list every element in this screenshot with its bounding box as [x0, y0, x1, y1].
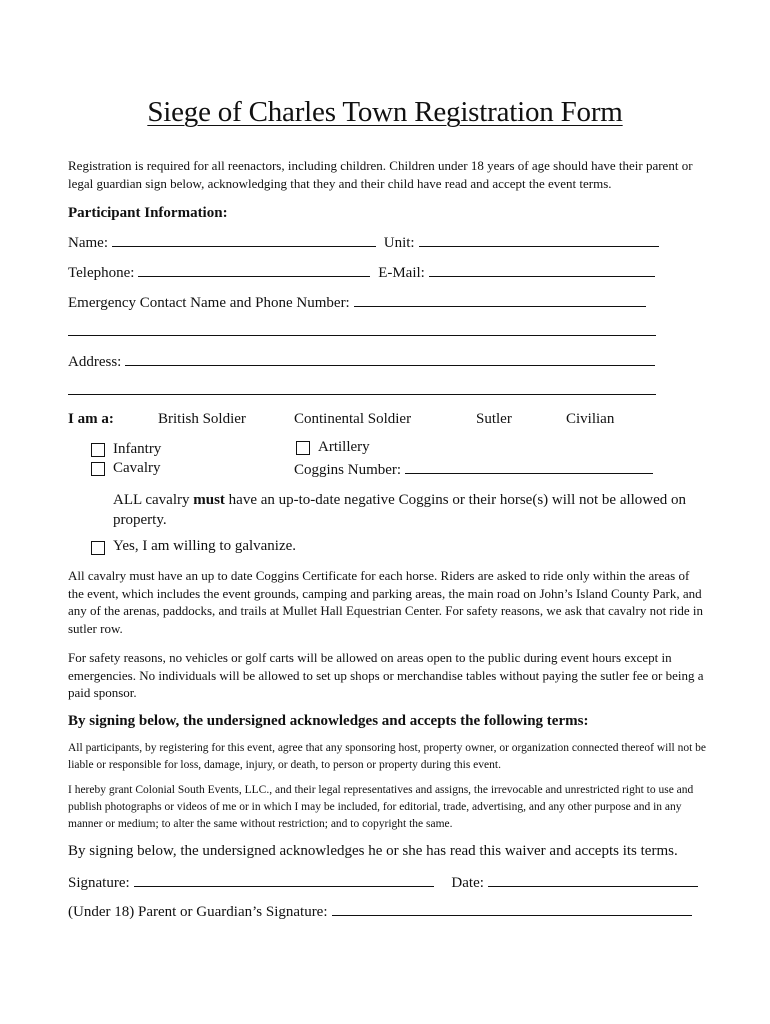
emergency-label: Emergency Contact Name and Phone Number: [68, 295, 350, 311]
signature-field[interactable] [134, 872, 434, 887]
role-label: I am a: [68, 411, 114, 427]
date-field[interactable] [488, 872, 698, 887]
cavalry-checkbox[interactable] [91, 462, 105, 476]
galvanize-label: Yes, I am willing to galvanize. [113, 538, 297, 554]
waiver-statement: By signing below, the undersigned acknowledges he or she has read this waiver and accepts its terms. [68, 843, 678, 859]
role-option-british-soldier[interactable]: British Soldier [158, 411, 246, 427]
role-option-sutler[interactable]: Sutler [476, 411, 512, 427]
address-field[interactable] [125, 351, 655, 366]
signature-label: Signature: [68, 875, 130, 891]
coggins-row [294, 459, 653, 479]
email-field[interactable] [429, 262, 655, 277]
telephone-label: Telephone: [68, 265, 135, 281]
telephone-row [68, 262, 655, 282]
name-row [68, 232, 659, 252]
cavalry-paragraph: All cavalry must have an up to date Coggins Certificate for each horse. Riders are asked to ride only within the areas of the event, which includes the event grounds, camping and parking areas, the main road on John’s Island County Park, and any of the arenas, paddocks, and trails at Mullet Hall Equestrian Center. For safety reasons, we ask that cavalry not ride in sutler row. [68, 568, 704, 636]
guardian-signature-field[interactable] [332, 901, 692, 916]
emergency-row [68, 292, 646, 312]
intro-text: Registration is required for all reenactors, including children. Children under 18 years of age should have their parent or legal guardian sign below, acknowledging that they and their child have read and accept the event terms. [68, 158, 693, 191]
address-field-line-2[interactable] [68, 394, 656, 395]
address-label: Address: [68, 354, 122, 370]
cavalry-note-text-1: ALL cavalry [113, 492, 194, 508]
coggins-field[interactable] [405, 459, 653, 474]
address-row [68, 351, 655, 371]
name-field[interactable] [112, 232, 376, 247]
terms-liability: All participants, by registering for this event, agree that any sponsoring host, property owner, or organization connected thereof will not be liable or responsible for loss, damage, injury, or death, to person or property during this event. [68, 742, 707, 771]
unit-field[interactable] [419, 232, 659, 247]
role-option-continental-soldier[interactable]: Continental Soldier [294, 411, 412, 427]
cavalry-note-emphasis: must [193, 492, 225, 508]
cavalry-label: Cavalry [113, 460, 161, 476]
signature-row [68, 872, 698, 892]
artillery-label: Artillery [318, 439, 370, 455]
date-label: Date: [451, 875, 484, 891]
participant-heading: Participant Information: [68, 205, 228, 221]
emergency-field-line-2[interactable] [68, 335, 656, 336]
guardian-signature-row [68, 901, 692, 921]
coggins-label: Coggins Number: [294, 462, 402, 478]
email-label: E-Mail: [378, 265, 425, 281]
artillery-checkbox[interactable] [296, 441, 310, 455]
safety-paragraph: For safety reasons, no vehicles or golf carts will be allowed on areas open to the public during event hours except in emergencies. No individuals will be allowed to set up shops or merchandise tables without paying the sutler fee or being a paid sponsor. [68, 650, 704, 700]
terms-photo-release: I hereby grant Colonial South Events, LLC., and their legal representatives and assigns, the irrevocable and unrestricted right to use and publish photographs or videos of me or in which I may be included, for editorial, trade, advertising, and any other purpose and in any manner or medium; to alter the same without restriction; and to copyright the same. [68, 784, 694, 830]
cavalry-note [113, 490, 693, 530]
guardian-signature-label: (Under 18) Parent or Guardian’s Signature: [68, 904, 328, 920]
cavalry-note-text-2: have an up-to-date negative Coggins or their horse(s) will not be allowed on property. [113, 492, 687, 528]
terms-heading: By signing below, the undersigned acknowledges and accepts the following terms: [68, 713, 589, 729]
infantry-checkbox[interactable] [91, 443, 105, 457]
telephone-field[interactable] [138, 262, 370, 277]
galvanize-checkbox[interactable] [91, 541, 105, 555]
emergency-field[interactable] [354, 292, 646, 307]
unit-label: Unit: [383, 235, 415, 251]
role-option-civilian[interactable]: Civilian [566, 411, 615, 427]
name-label: Name: [68, 235, 108, 251]
page-title: Siege of Charles Town Registration Form [147, 96, 623, 128]
infantry-label: Infantry [113, 441, 162, 457]
